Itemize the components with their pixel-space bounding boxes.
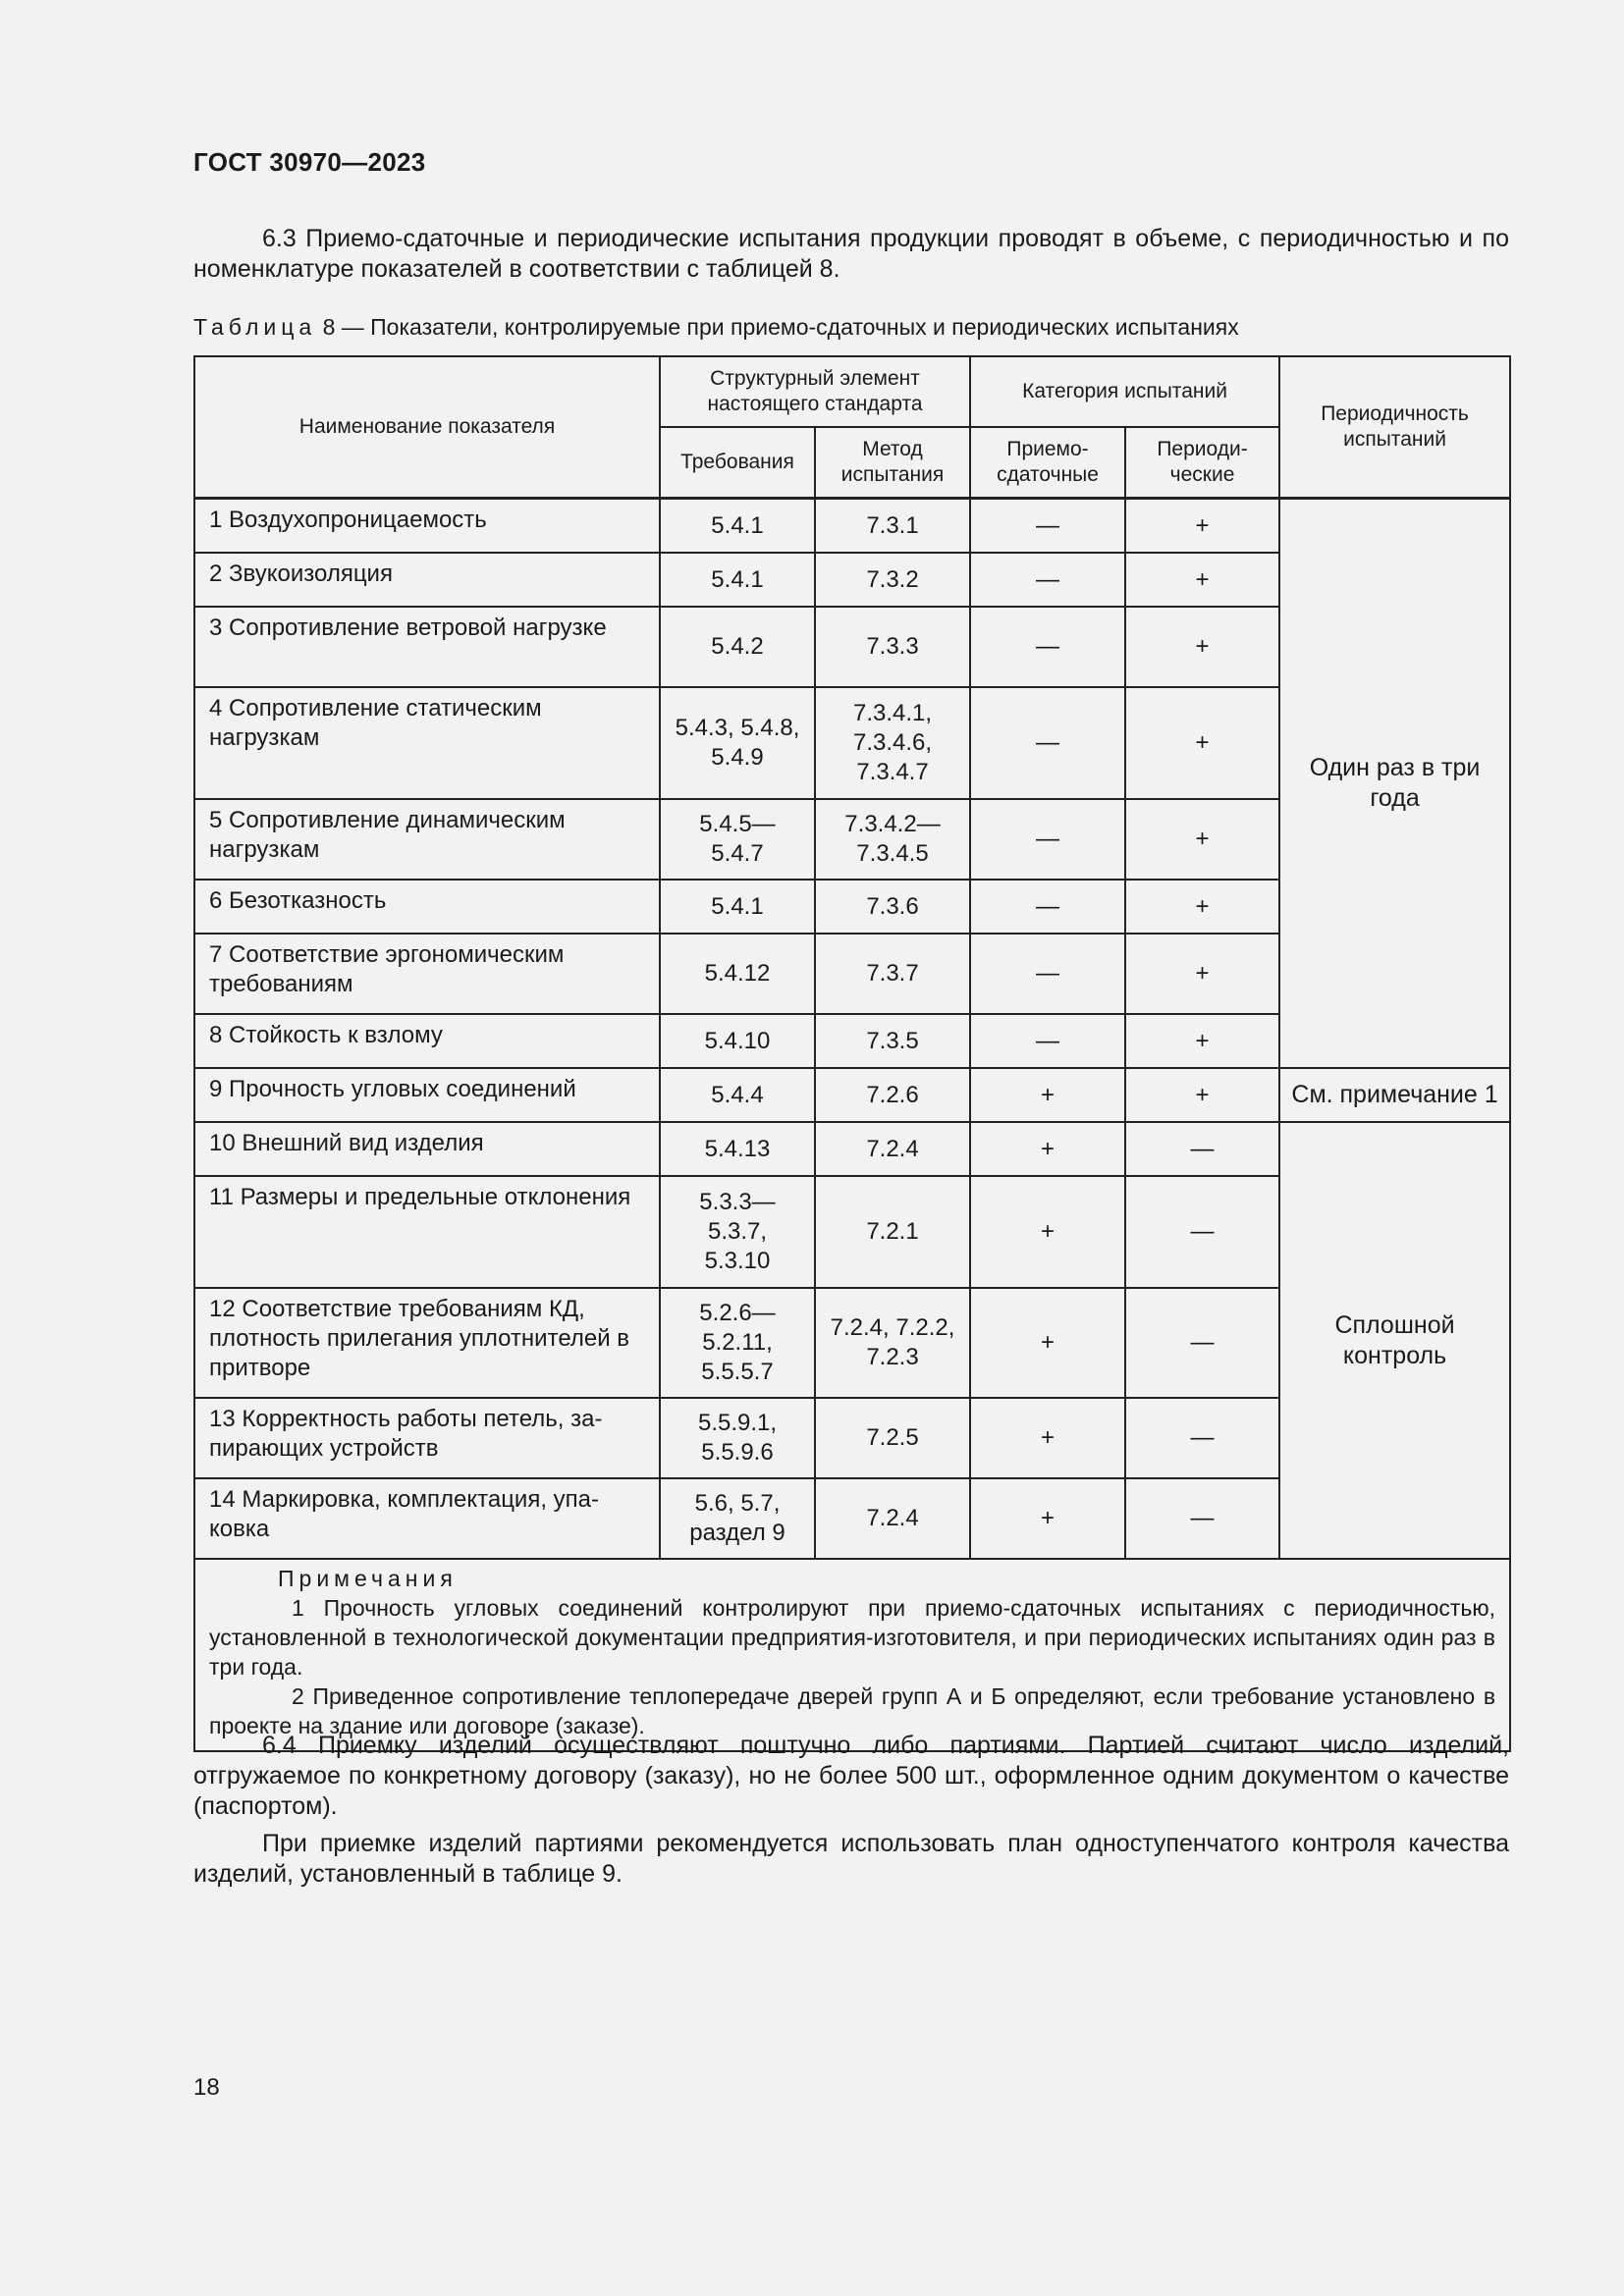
cell-requirements: 5.5.9.1, 5.5.9.6 — [660, 1398, 815, 1478]
cell-requirements: 5.2.6— 5.2.11, 5.5.5.7 — [660, 1288, 815, 1398]
cell-periodic: — — [1125, 1478, 1279, 1559]
header-struct-element: Структурный элемент настоящего стандарта — [660, 356, 970, 427]
indicators-table — [193, 355, 1511, 1752]
cell-periodic: — — [1125, 1398, 1279, 1478]
cell-name: 7 Соответствие эргономическим требованиям — [194, 934, 660, 1014]
cell-name: 3 Сопротивление ветровой нагрузке — [194, 607, 660, 687]
cell-requirements: 5.3.3— 5.3.7, 5.3.10 — [660, 1176, 815, 1288]
notes-row — [194, 1559, 1510, 1751]
cell-acceptance: — — [970, 934, 1125, 1014]
cell-periodic: + — [1125, 934, 1279, 1014]
document-header: ГОСТ 30970—2023 — [193, 147, 426, 177]
cell-periodic: + — [1125, 499, 1279, 554]
cell-name: 10 Внешний вид изделия — [194, 1122, 660, 1176]
cell-name: 2 Звукоизоляция — [194, 553, 660, 607]
cell-acceptance: + — [970, 1398, 1125, 1478]
cell-requirements: 5.4.12 — [660, 934, 815, 1014]
cell-requirements: 5.4.5— 5.4.7 — [660, 799, 815, 880]
header-test-category: Категория испытаний — [970, 356, 1279, 427]
cell-requirements: 5.4.1 — [660, 880, 815, 934]
header-periodicity: Периодичность испытаний — [1279, 356, 1510, 499]
cell-periodic: + — [1125, 799, 1279, 880]
cell-method: 7.3.4.2— 7.3.4.5 — [815, 799, 970, 880]
cell-method: 7.3.7 — [815, 934, 970, 1014]
cell-name: 14 Маркировка, комплектация, упаковка — [194, 1478, 660, 1559]
cell-method: 7.3.5 — [815, 1014, 970, 1068]
cell-acceptance: + — [970, 1176, 1125, 1288]
cell-method: 7.3.4.1, 7.3.4.6, 7.3.4.7 — [815, 687, 970, 799]
cell-requirements: 5.4.2 — [660, 607, 815, 687]
cell-acceptance: + — [970, 1122, 1125, 1176]
cell-method: 7.2.4 — [815, 1478, 970, 1559]
cell-acceptance: — — [970, 1014, 1125, 1068]
cell-acceptance: — — [970, 880, 1125, 934]
cell-acceptance: — — [970, 607, 1125, 687]
cell-periodic: + — [1125, 1068, 1279, 1122]
periodicity-once-three-years: Один раз в три года — [1279, 499, 1510, 1069]
cell-name: 1 Воздухопроницаемость — [194, 499, 660, 554]
cell-requirements: 5.4.13 — [660, 1122, 815, 1176]
paragraph-6-3: 6.3 Приемо-сдаточные и периодические испытания продукции проводят в объеме, с периодичностью и по номенклатуре показателей в соответствии с таблицей 8. — [193, 225, 1509, 283]
cell-name: 9 Прочность угловых соединений — [194, 1068, 660, 1122]
cell-method: 7.3.1 — [815, 499, 970, 554]
cell-method: 7.3.2 — [815, 553, 970, 607]
cell-periodic: + — [1125, 607, 1279, 687]
cell-method: 7.3.6 — [815, 880, 970, 934]
cell-acceptance: — — [970, 553, 1125, 607]
paragraph-6-4-continued: При приемке изделий партиями рекомендуется использовать план одноступенчатого контроля качества изделий, установленный в таблице 9. — [193, 1830, 1509, 1888]
cell-acceptance: + — [970, 1288, 1125, 1398]
cell-name: 11 Размеры и предельные отклонения — [194, 1176, 660, 1288]
header-name: Наименование показателя — [194, 356, 660, 499]
table-row — [194, 499, 1510, 554]
cell-periodic: — — [1125, 1288, 1279, 1398]
cell-requirements: 5.4.1 — [660, 499, 815, 554]
cell-method: 7.3.3 — [815, 607, 970, 687]
cell-acceptance: — — [970, 499, 1125, 554]
paragraph-6-4: 6.4 Приемку изделий осуществляют поштучно либо партиями. Партией считают число изделий, отгружаемое по конкретному договору (заказу), но не более 500 шт., оформленное одним документом о качестве (паспортом). — [193, 1732, 1509, 1820]
cell-periodic: — — [1125, 1176, 1279, 1288]
page-number: 18 — [193, 2074, 220, 2101]
cell-requirements: 5.4.1 — [660, 553, 815, 607]
cell-method: 7.2.5 — [815, 1398, 970, 1478]
cell-acceptance: + — [970, 1068, 1125, 1122]
table-row — [194, 1068, 1510, 1122]
cell-name: 12 Соответствие требованиям КД, плотность прилегания уплотнителей в притворе — [194, 1288, 660, 1398]
cell-periodic: + — [1125, 687, 1279, 799]
note-1: 1 Прочность угловых соединений контролируют при приемо-сдаточных испытаниях с периодичностью, установленной в технологической документации предприятия-изготовителя, и при периодических испытаниях один раз в три года. — [209, 1595, 1496, 1680]
cell-periodic: — — [1125, 1122, 1279, 1176]
periodicity-see-note: См. примечание 1 — [1279, 1068, 1510, 1122]
cell-periodic: + — [1125, 1014, 1279, 1068]
table-notes — [194, 1559, 1510, 1751]
note-2: 2 Приведенное сопротивление теплопередаче дверей групп А и Б определяют, если требование установлено в проекте на здание или договоре (заказе). — [209, 1683, 1496, 1738]
cell-periodic: + — [1125, 880, 1279, 934]
cell-method: 7.2.1 — [815, 1176, 970, 1288]
cell-acceptance: — — [970, 687, 1125, 799]
cell-acceptance: + — [970, 1478, 1125, 1559]
cell-method: 7.2.4, 7.2.2, 7.2.3 — [815, 1288, 970, 1398]
cell-requirements: 5.4.4 — [660, 1068, 815, 1122]
table-row — [194, 1122, 1510, 1176]
cell-periodic: + — [1125, 553, 1279, 607]
cell-requirements: 5.4.3, 5.4.8, 5.4.9 — [660, 687, 815, 799]
notes-title: Примечания — [278, 1566, 458, 1591]
cell-method: 7.2.6 — [815, 1068, 970, 1122]
table-caption-text: 8 — Показатели, контролируемые при приемо-сдаточных и периодических испытаниях — [322, 314, 1239, 340]
cell-requirements: 5.6, 5.7, раздел 9 — [660, 1478, 815, 1559]
cell-name: 6 Безотказность — [194, 880, 660, 934]
cell-requirements: 5.4.10 — [660, 1014, 815, 1068]
table-caption — [193, 314, 1509, 341]
header-test-method: Метод испытания — [815, 427, 970, 499]
header-requirements: Требования — [660, 427, 815, 499]
cell-method: 7.2.4 — [815, 1122, 970, 1176]
table-caption-label: Таблица — [193, 314, 317, 340]
cell-name: 13 Корректность работы петель, запирающих устройств — [194, 1398, 660, 1478]
periodicity-continuous: Сплошной контроль — [1279, 1122, 1510, 1559]
cell-acceptance: — — [970, 799, 1125, 880]
cell-name: 5 Сопротивление динамическим нагрузкам — [194, 799, 660, 880]
cell-name: 4 Сопротивление статическим нагрузкам — [194, 687, 660, 799]
cell-name: 8 Стойкость к взлому — [194, 1014, 660, 1068]
header-periodic: Периоди-ческие — [1125, 427, 1279, 499]
header-acceptance: Приемо-сдаточные — [970, 427, 1125, 499]
